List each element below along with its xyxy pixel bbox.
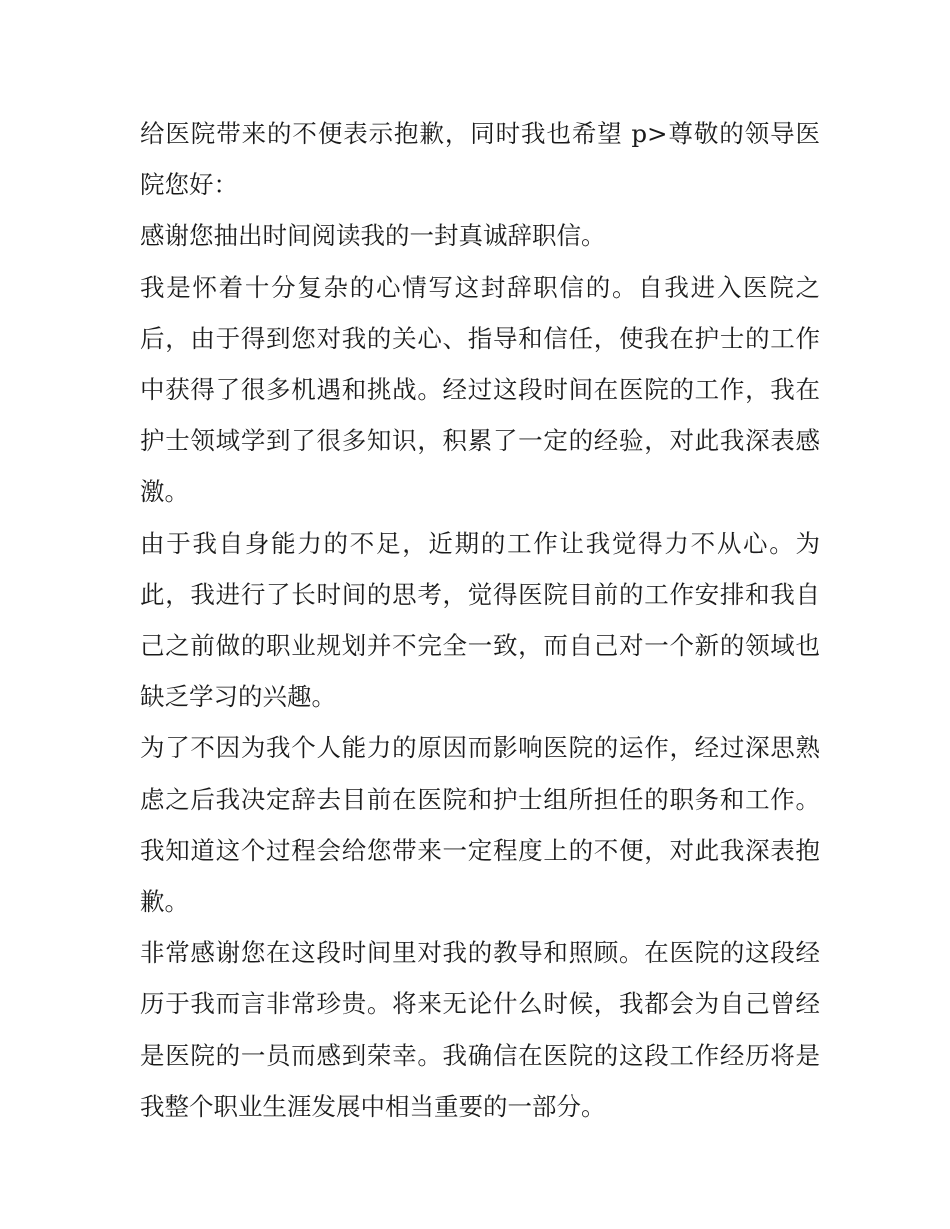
paragraph-decision: 为了不因为我个人能力的原因而影响医院的运作，经过深思熟虑之后我决定辞去目前在医院和护士组所担任的职务和工作。我知道这个过程会给您带来一定程度上的不便，对此我深表抱歉。	[140, 733, 820, 917]
letter-body	[140, 108, 820, 1132]
paragraph-opening: 给医院带来的不便表示抱歉，同时我也希望 p>尊敬的领导医院您好：	[140, 119, 820, 200]
paragraph-gratitude: 非常感谢您在这段时间里对我的教导和照顾。在医院的这段经历于我而言非常珍贵。将来无论什么时候，我都会为自己曾经是医院的一员而感到荣幸。我确信在医院的这段工作经历将是我整个职业生涯发展中相当重要的一部分。	[140, 938, 820, 1121]
paragraph-reasons: 由于我自身能力的不足，近期的工作让我觉得力不从心。为此，我进行了长时间的思考，觉得医院目前的工作安排和我自己之前做的职业规划并不完全一致，而自己对一个新的领域也缺乏学习的兴趣。	[140, 528, 820, 712]
paragraph-thanks: 感谢您抽出时间阅读我的一封真诚辞职信。	[140, 221, 606, 251]
paragraph-feelings: 我是怀着十分复杂的心情写这封辞职信的。自我进入医院之后，由于得到您对我的关心、指导和信任，使我在护士的工作中获得了很多机遇和挑战。经过这段时间在医院的工作，我在护士领域学到了很多知识，积累了一定的经验，对此我深表感激。	[140, 272, 820, 507]
